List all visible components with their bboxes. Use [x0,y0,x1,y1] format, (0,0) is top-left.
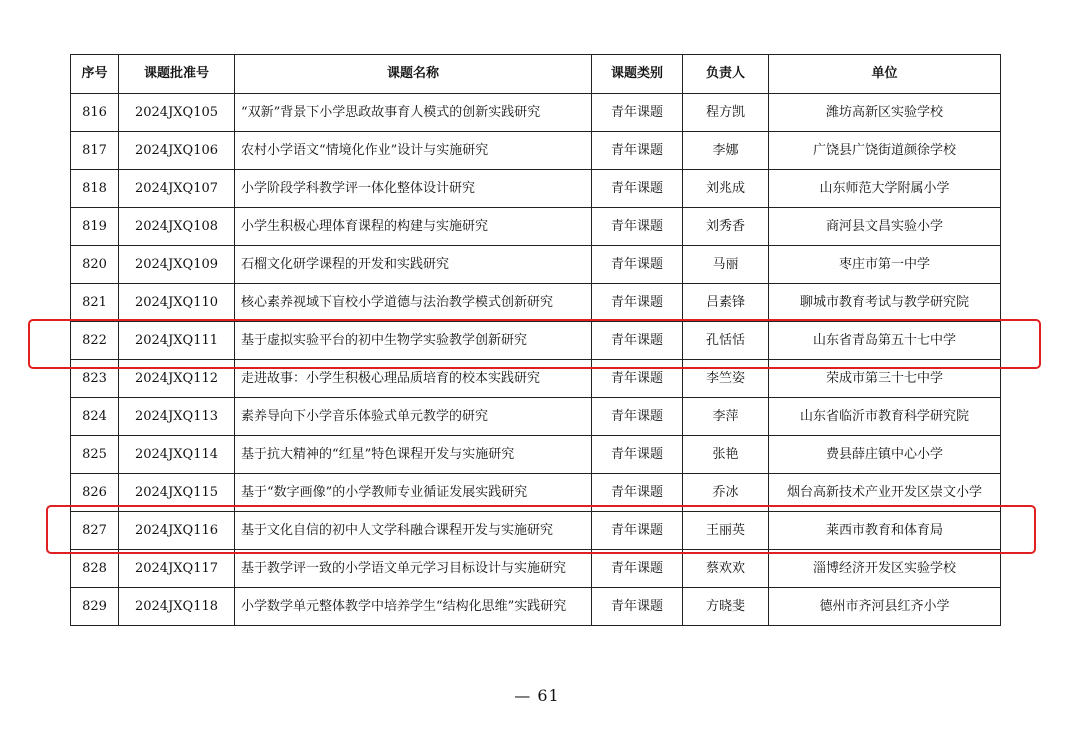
cell-type: 青年课题 [592,512,683,550]
cell-seq: 828 [71,550,119,588]
cell-title: 基于“数字画像”的小学教师专业循证发展实践研究 [235,474,592,512]
cell-approval-no: 2024JXQ111 [119,322,235,360]
cell-type: 青年课题 [592,132,683,170]
cell-seq: 818 [71,170,119,208]
cell-owner: 蔡欢欢 [683,550,769,588]
cell-unit: 费县薛庄镇中心小学 [769,436,1001,474]
cell-type: 青年课题 [592,360,683,398]
table-row [71,284,1001,322]
table-row [71,550,1001,588]
cell-title: 小学生积极心理体育课程的构建与实施研究 [235,208,592,246]
cell-type: 青年课题 [592,322,683,360]
cell-type: 青年课题 [592,550,683,588]
cell-owner: 马丽 [683,246,769,284]
cell-approval-no: 2024JXQ108 [119,208,235,246]
cell-owner: 孔恬恬 [683,322,769,360]
cell-unit: 山东省青岛第五十七中学 [769,322,1001,360]
cell-owner: 李竺姿 [683,360,769,398]
cell-title: 石榴文化研学课程的开发和实践研究 [235,246,592,284]
cell-type: 青年课题 [592,94,683,132]
cell-seq: 817 [71,132,119,170]
cell-seq: 824 [71,398,119,436]
cell-unit: 莱西市教育和体育局 [769,512,1001,550]
cell-seq: 825 [71,436,119,474]
cell-unit: 潍坊高新区实验学校 [769,94,1001,132]
table-row-highlighted [71,512,1001,550]
cell-type: 青年课题 [592,436,683,474]
table-row [71,360,1001,398]
cell-seq: 822 [71,322,119,360]
table-row [71,588,1001,626]
cell-type: 青年课题 [592,398,683,436]
cell-type: 青年课题 [592,246,683,284]
cell-owner: 方晓斐 [683,588,769,626]
cell-seq: 829 [71,588,119,626]
cell-approval-no: 2024JXQ105 [119,94,235,132]
project-table-container [70,54,1000,626]
cell-title: 走进故事：小学生积极心理品质培育的校本实践研究 [235,360,592,398]
cell-title: 基于教学评一致的小学语文单元学习目标设计与实施研究 [235,550,592,588]
cell-owner: 乔冰 [683,474,769,512]
cell-title: 基于虚拟实验平台的初中生物学实验教学创新研究 [235,322,592,360]
cell-unit: 枣庄市第一中学 [769,246,1001,284]
header-owner: 负责人 [683,55,769,94]
cell-unit: 商河县文昌实验小学 [769,208,1001,246]
cell-owner: 吕素锋 [683,284,769,322]
cell-title: 小学数学单元整体教学中培养学生“结构化思维”实践研究 [235,588,592,626]
cell-unit: 淄博经济开发区实验学校 [769,550,1001,588]
cell-owner: 李萍 [683,398,769,436]
cell-approval-no: 2024JXQ107 [119,170,235,208]
cell-owner: 王丽英 [683,512,769,550]
cell-approval-no: 2024JXQ118 [119,588,235,626]
cell-seq: 820 [71,246,119,284]
cell-title: 基于抗大精神的“红星”特色课程开发与实施研究 [235,436,592,474]
header-unit: 单位 [769,55,1001,94]
cell-approval-no: 2024JXQ117 [119,550,235,588]
cell-type: 青年课题 [592,170,683,208]
cell-seq: 823 [71,360,119,398]
table-row [71,132,1001,170]
cell-unit: 烟台高新技术产业开发区崇文小学 [769,474,1001,512]
cell-title: 素养导向下小学音乐体验式单元教学的研究 [235,398,592,436]
cell-title: 核心素养视域下盲校小学道德与法治教学模式创新研究 [235,284,592,322]
table-row-highlighted [71,322,1001,360]
project-table [70,54,1001,626]
cell-title: 基于文化自信的初中人文学科融合课程开发与实施研究 [235,512,592,550]
table-row [71,398,1001,436]
cell-approval-no: 2024JXQ115 [119,474,235,512]
table-body [71,94,1001,626]
cell-seq: 819 [71,208,119,246]
table-row [71,436,1001,474]
table-row [71,474,1001,512]
cell-unit: 聊城市教育考试与教学研究院 [769,284,1001,322]
cell-title: 农村小学语文“情境化作业”设计与实施研究 [235,132,592,170]
cell-type: 青年课题 [592,284,683,322]
cell-unit: 山东省临沂市教育科学研究院 [769,398,1001,436]
cell-unit: 山东师范大学附属小学 [769,170,1001,208]
cell-title: 小学阶段学科教学评一体化整体设计研究 [235,170,592,208]
cell-approval-no: 2024JXQ106 [119,132,235,170]
header-type: 课题类别 [592,55,683,94]
cell-seq: 821 [71,284,119,322]
cell-approval-no: 2024JXQ113 [119,398,235,436]
cell-seq: 816 [71,94,119,132]
header-seq: 序号 [71,55,119,94]
table-header-row [71,55,1001,94]
page-number: — 61 [514,686,560,705]
table-row [71,246,1001,284]
cell-owner: 李娜 [683,132,769,170]
cell-unit: 广饶县广饶街道颜徐学校 [769,132,1001,170]
cell-type: 青年课题 [592,474,683,512]
cell-approval-no: 2024JXQ109 [119,246,235,284]
header-approval-no: 课题批准号 [119,55,235,94]
header-title: 课题名称 [235,55,592,94]
cell-owner: 刘兆成 [683,170,769,208]
table-row [71,94,1001,132]
cell-approval-no: 2024JXQ110 [119,284,235,322]
cell-approval-no: 2024JXQ114 [119,436,235,474]
table-row [71,170,1001,208]
cell-owner: 张艳 [683,436,769,474]
cell-type: 青年课题 [592,208,683,246]
cell-owner: 程方凯 [683,94,769,132]
cell-unit: 荣成市第三十七中学 [769,360,1001,398]
cell-approval-no: 2024JXQ112 [119,360,235,398]
cell-owner: 刘秀香 [683,208,769,246]
cell-seq: 827 [71,512,119,550]
cell-seq: 826 [71,474,119,512]
cell-title: “双新”背景下小学思政故事育人模式的创新实践研究 [235,94,592,132]
cell-approval-no: 2024JXQ116 [119,512,235,550]
cell-type: 青年课题 [592,588,683,626]
cell-unit: 德州市齐河县红齐小学 [769,588,1001,626]
table-row [71,208,1001,246]
